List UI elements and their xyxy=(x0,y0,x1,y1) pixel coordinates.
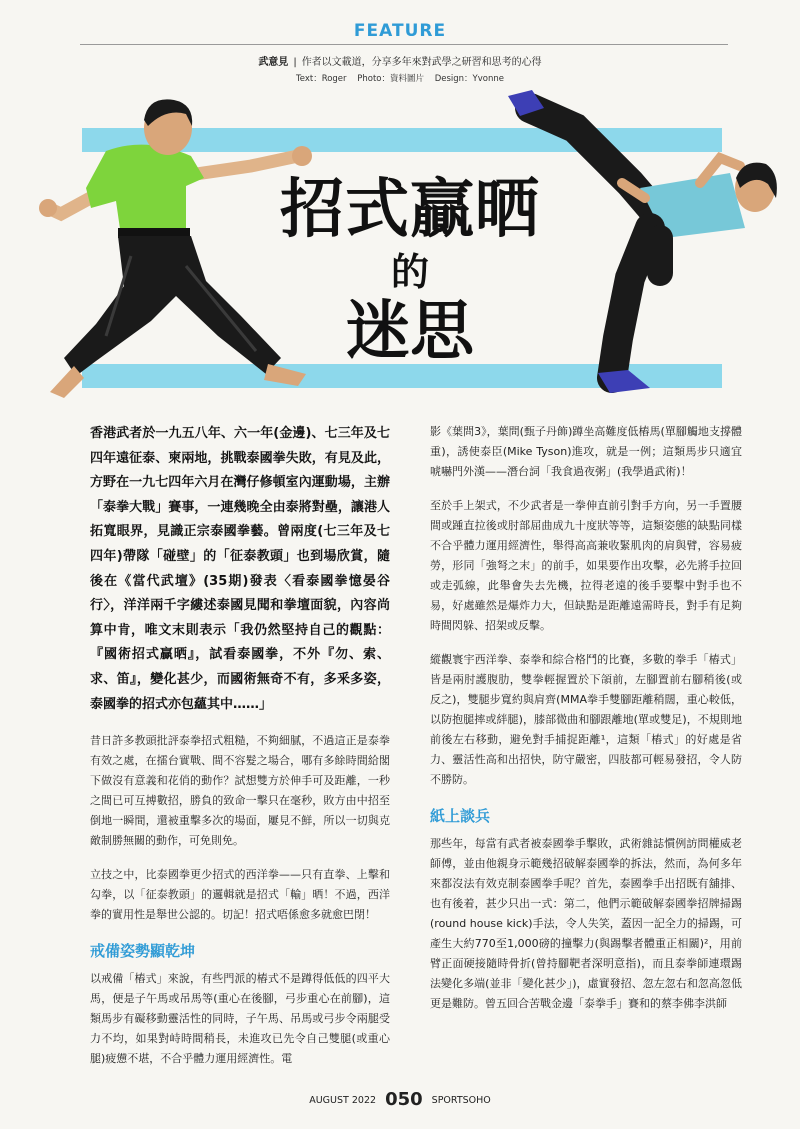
article-paragraph: 以戒備「樁式」來說，有些門派的樁式不是蹲得低低的四平大馬，便是子午馬或吊馬等(重心在後腳，弓步重心在前腳)，這類馬步有礙移動靈活性的同時，子午馬、吊馬或弓步令兩腿受力不均，如果對峙時間稍長，未進攻已先令自己雙腿(或重心腿)疲憊不堪，不合乎體力運用經濟性。電 xyxy=(90,972,390,1066)
article-title xyxy=(250,172,570,368)
page-footer xyxy=(0,1089,800,1110)
magazine-name: SPORTSOHO xyxy=(431,1095,491,1106)
article-lead: 香港武者於一九五八年、六一年(金邊)、七三年及七四年遠征泰、柬兩地，挑戰泰國拳失敗，有見及此，方野在一九七四年六月在灣仔修頓室內運動場，主辦「泰拳大戰」賽事，一連幾晚全由泰將對壘，讓港人拓寬眼界，見識正宗泰國拳藝。曾兩度(七三年及七四年)帶隊「碰壁」的「征泰教頭」也到場欣賞，隨後在《當代武壇》(35期)發表〈看泰國拳憶晏谷行〉，洋洋兩千字縷述泰國見聞和拳壇面貌，內容尚算中肯，唯文末則表示「我仍然堅持自己的觀點：『國術招式贏晒』，試看泰國拳，不外『勿、索、求、笛』，變化甚少，而國術無奇不有，多釆多姿，泰國拳的招式亦包蘊其中……」 xyxy=(90,426,390,712)
author-name: 武意見 xyxy=(258,57,289,68)
section-label: FEATURE xyxy=(353,21,447,41)
issue-date: AUGUST 2022 xyxy=(309,1095,377,1106)
section-heading: 戒備姿勢顯乾坤 xyxy=(90,942,196,961)
article-paragraph: 縱觀寰宇西洋拳、泰拳和綜合格鬥的比賽，多數的拳手「樁式」皆是兩肘護腹肋，雙拳輕握置於下頜前，左腳置前右腳稍後(或反之)，雙腿步寬約與肩齊(MMA拳手雙腳距離稍闊，重心較低，以防抱腿摔或絆腿)，膝部微曲和腳跟離地(單或雙足)，不規則地前後左右移動，避免對手捕捉距離¹，這類「樁式」的好處是省力、靈活性高和出招快，防守嚴密，四肢都可輕易發招，令人防不勝防。 xyxy=(430,653,742,786)
title-line-1: 招式贏晒 xyxy=(280,172,540,247)
article-column-left xyxy=(90,422,390,1083)
credit-photo: Photo：資料圖片 xyxy=(357,74,424,84)
header-rule xyxy=(80,44,728,45)
credits xyxy=(0,72,800,84)
article-column-right xyxy=(430,422,742,1028)
article-paragraph: 立技之中，比泰國拳更少招式的西洋拳——只有直拳、上擊和勾拳，以「征泰教頭」的邏輯就是招式「輸」晒！不過，西洋拳的實用性是舉世公認的。切記！招式唔係愈多就愈巴閉！ xyxy=(90,868,390,922)
article-paragraph: 那些年，每當有武者被泰國拳手擊敗，武術雜誌慣例訪問權威老師傅，並由他親身示範幾招破解泰國拳的拆法，然而，為何多年來都沒法有效克制泰國拳手呢？首先，泰國拳手出招既有舖排、也有後着，甚少只出一式：第二，他們示範破解泰國拳招牌掃踢(round house kick)手法，令人失笑，蓋因一記全力的掃踢，可產生大約770至1,000磅的撞擊力(與踢擊者體重正相關)²，用前臂正面硬接隨時骨折(曾持腳靶者深明意指)，而且泰拳師連環踢法變化多端(並非「變化甚少」)，虛實發招、忽左忽右和忽高忽低更是難防。曾五回合苦戰金邊「泰拳手」賽和的蔡李佛李洪師 xyxy=(430,837,742,1010)
author-description: 作者以文載道，分享多年來對武學之研習和思考的心得 xyxy=(301,57,542,68)
byline-separator: | xyxy=(293,57,297,68)
article-paragraph: 昔日許多教頭批評泰拳招式粗糙，不夠細膩，不過這正是泰拳有效之處，在擂台實戰、間不容髮之場合，哪有多餘時間給閣下做沒有意義和花俏的動作？試想雙方於伸手可及距離，一秒之間已可互搏數招，勝負的致命一擊只在毫秒，敗方由中招至倒地一瞬間，還被重擊多次的場面，屢見不鮮，所以一切與克敵制勝無關的動作，可免則免。 xyxy=(90,734,390,848)
credit-design: Design：Yvonne xyxy=(434,74,504,84)
byline xyxy=(0,53,800,68)
section-heading: 紙上談兵 xyxy=(430,807,491,825)
article-paragraph: 至於手上架式，不少武者是一拳伸直前引對手方向，另一手置腰間或踵直拉後或肘部屈曲成九十度狀等等，這類姿態的缺點同樣不合乎體力運用經濟性，舉得高高兼收緊肌肉的肩與臂，容易疲勞，形同「強弩之末」的前手，如果要作出攻擊，必先將手拉回或走弧線，此舉會失去先機，拉得老遠的後手要擊中對手也不易，好處雖然是爆炸力大，但缺點是距離遠需時長，對手有足夠時間閃躲、招架或反擊。 xyxy=(430,499,742,632)
page-number: 050 xyxy=(385,1089,423,1110)
title-line-3: 迷思 xyxy=(346,294,474,369)
credit-text: Text：Roger xyxy=(296,74,347,84)
title-line-2: 的 xyxy=(390,249,429,294)
article-paragraph: 影《葉問3》，葉問(甄子丹飾)蹲坐高難度低樁馬(單腳觸地支撐體重)，誘使泰臣(Mike Tyson)進攻，就是一例；這類馬步只適宜唬嚇門外漢——潛台詞「我食過夜粥」(我學過武術)！ xyxy=(430,425,742,478)
